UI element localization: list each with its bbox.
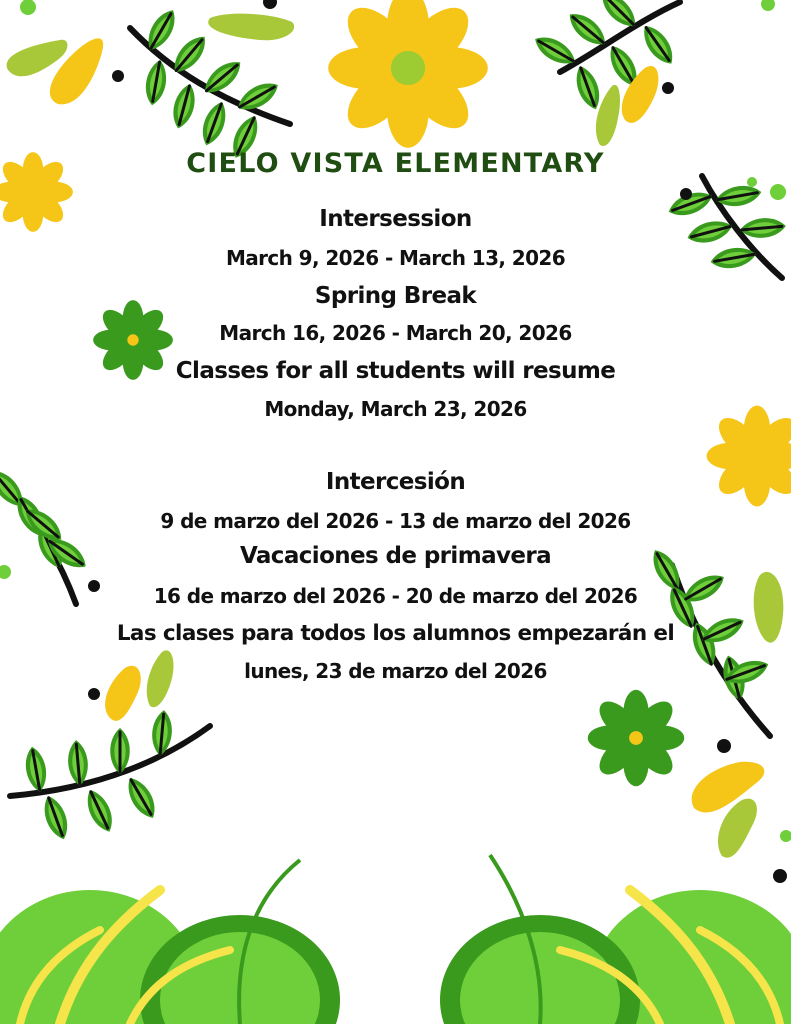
- olive-blob: [208, 14, 294, 41]
- spring-break-dates: March 16, 2026 - March 20, 2026: [219, 321, 572, 345]
- fern-bush: [0, 860, 340, 1024]
- leaf-branch: [530, 0, 680, 113]
- resume-line: Classes for all students will resume: [175, 358, 616, 384]
- dot: [780, 830, 791, 842]
- fern-bush: [440, 855, 791, 1024]
- dot: [662, 82, 674, 94]
- dot: [263, 0, 277, 9]
- dot: [20, 0, 36, 15]
- intersession-heading: Intersession: [319, 206, 472, 232]
- vacaciones-heading: Vacaciones de primavera: [239, 543, 552, 569]
- dot: [88, 688, 100, 700]
- intersession-dates: March 9, 2026 - March 13, 2026: [225, 246, 566, 270]
- intercesion-heading: Intercesión: [325, 469, 466, 495]
- olive-blob: [596, 85, 620, 146]
- dot: [680, 188, 692, 200]
- clases-date: lunes, 23 de marzo del 2026: [244, 659, 547, 683]
- vacaciones-dates: 16 de marzo del 2026 - 20 de marzo del 2026: [153, 584, 638, 608]
- spring-break-heading: Spring Break: [314, 283, 477, 309]
- dot: [761, 0, 775, 11]
- intercesion-dates: 9 de marzo del 2026 - 13 de marzo del 2026: [160, 509, 631, 533]
- dot: [773, 869, 787, 883]
- green-flower: [588, 690, 685, 787]
- leaf-branch: [10, 709, 210, 842]
- dot: [717, 739, 731, 753]
- resume-date: Monday, March 23, 2026: [264, 397, 527, 421]
- dot: [770, 184, 786, 200]
- clases-line: Las clases para todos los alumnos empezarán el: [116, 621, 675, 646]
- school-name: CIELO VISTA ELEMENTARY: [186, 148, 605, 179]
- dot: [112, 70, 124, 82]
- olive-blob: [718, 799, 757, 858]
- yellow-flower: [328, 0, 488, 148]
